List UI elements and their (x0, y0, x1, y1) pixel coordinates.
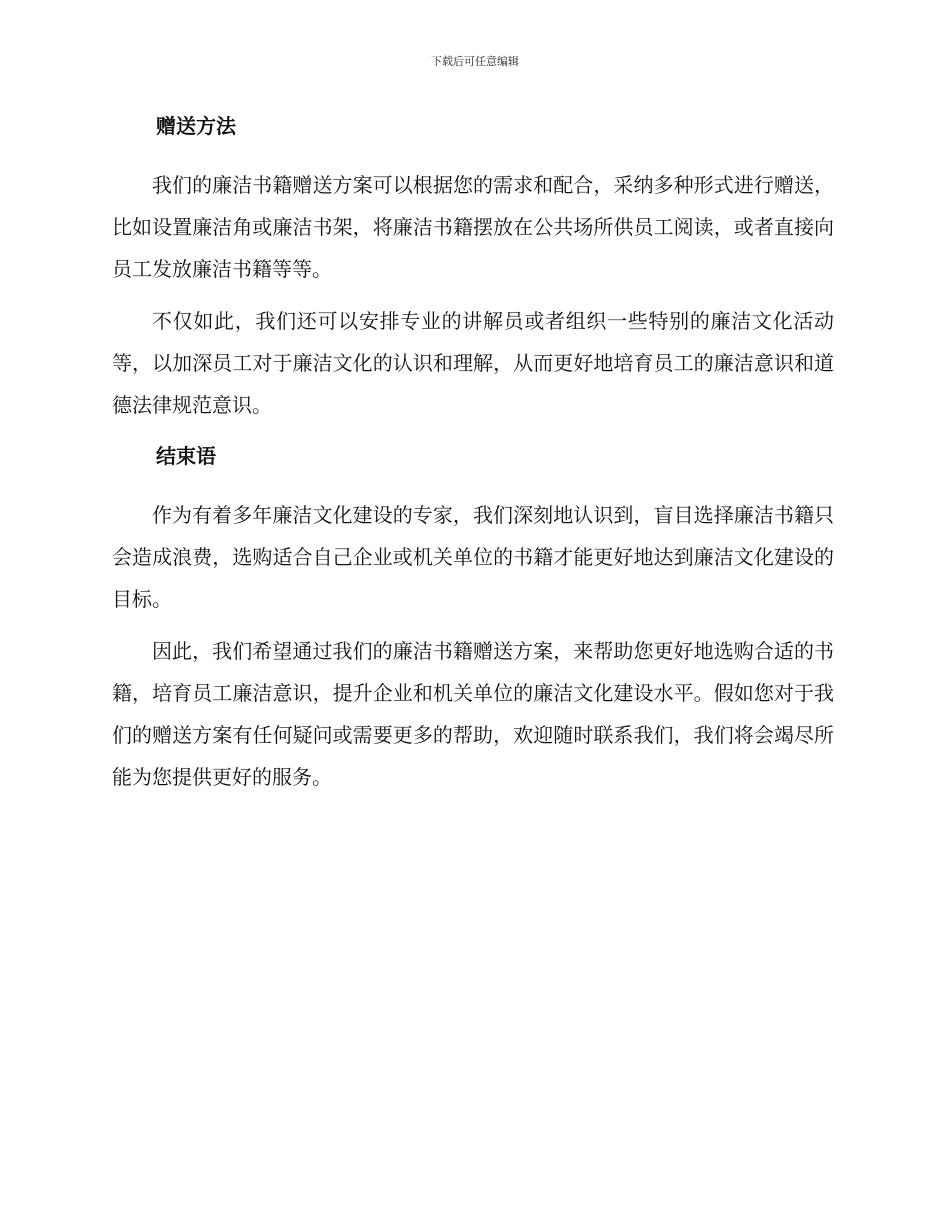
paragraph: 不仅如此，我们还可以安排专业的讲解员或者组织一些特别的廉洁文化活动等，以加深员工对于廉洁文化的认识和理解，从而更好地培育员工的廉洁意识和道德法律规范意识。 (112, 309, 834, 417)
document-body (112, 110, 834, 798)
paragraph: 作为有着多年廉洁文化建设的专家，我们深刻地认识到，盲目选择廉洁书籍只会造成浪费，选购适合自己企业或机关单位的书籍才能更好地达到廉洁文化建设的目标。 (112, 503, 834, 611)
paragraph: 我们的廉洁书籍赠送方案可以根据您的需求和配合，采纳多种形式进行赠送，比如设置廉洁角或廉洁书架，将廉洁书籍摆放在公共场所供员工阅读，或者直接向员工发放廉洁书籍等等。 (112, 173, 834, 281)
paragraph: 因此，我们希望通过我们的廉洁书籍赠送方案，来帮助您更好地选购合适的书籍，培育员工廉洁意识，提升企业和机关单位的廉洁文化建设水平。假如您对于我们的赠送方案有任何疑问或需要更多的帮助，欢迎随时联系我们，我们将会竭尽所能为您提供更好的服务。 (112, 639, 834, 789)
page-header: 下载后可任意编辑 (431, 55, 519, 68)
section-heading-gift-method: 赠送方法 (156, 114, 236, 138)
section-heading-conclusion: 结束语 (156, 444, 216, 468)
